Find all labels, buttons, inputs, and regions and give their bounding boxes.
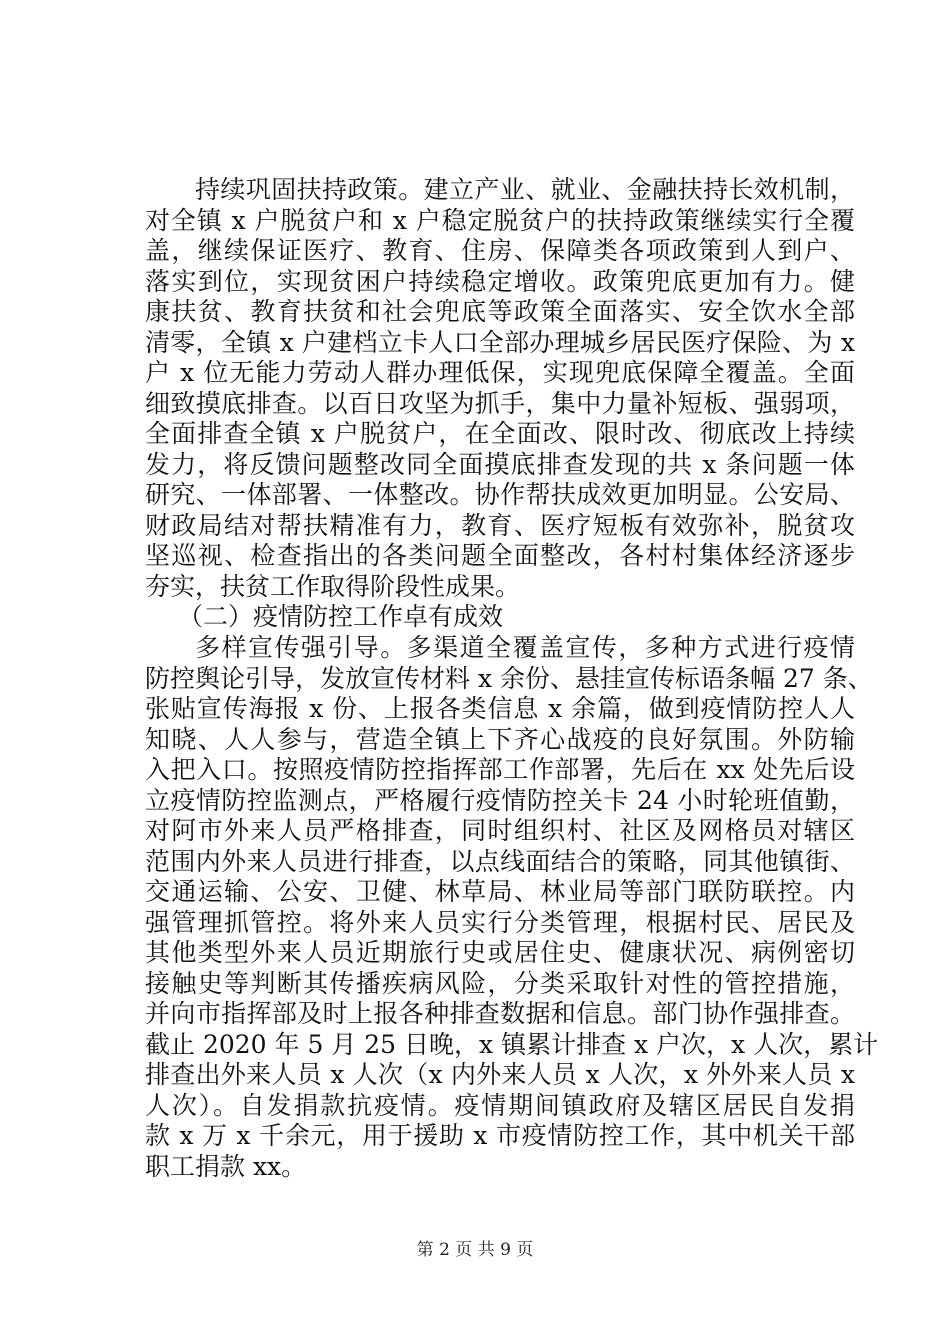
text-line: 张贴宣传海报 x 份、上报各类信息 x 余篇，做到疫情防控人人 (145, 694, 855, 723)
text-line: 细致摸底排查。以百日攻坚为抓手，集中力量补短板、强弱项， (145, 389, 855, 418)
text-line: 强管理抓管控。将外来人员实行分类管理，根据村民、居民及 (145, 908, 855, 937)
text-line: 排查出外来人员 x 人次（x 内外来人员 x 人次，x 外外来人员 x (145, 1060, 855, 1089)
text-line: 康扶贫、教育扶贫和社会兜底等政策全面落实、安全饮水全部 (145, 297, 855, 326)
text-line: 入把入口。按照疫情防控指挥部工作部署，先后在 xx 处先后设 (145, 755, 855, 784)
text-line: 对全镇 x 户脱贫户和 x 户稳定脱贫户的扶持政策继续实行全覆 (145, 206, 855, 235)
text-line: 知晓、人人参与，营造全镇上下齐心战疫的良好氛围。外防输 (145, 725, 855, 754)
text-line: 人次）。自发捐款抗疫情。疫情期间镇政府及辖区居民自发捐 (145, 1091, 855, 1120)
text-line: 防控舆论引导，发放宣传材料 x 余份、悬挂宣传标语条幅 27 条、 (145, 664, 873, 693)
text-line: 落实到位，实现贫困户持续稳定增收。政策兜底更加有力。健 (145, 267, 855, 296)
text-line: 交通运输、公安、卫健、林草局、林业局等部门联防联控。内 (145, 877, 855, 906)
text-line: 范围内外来人员进行排查，以点线面结合的策略，同其他镇街、 (145, 847, 855, 876)
text-line: 款 x 万 x 千余元，用于援助 x 市疫情防控工作，其中机关干部 (145, 1121, 855, 1150)
text-line: 全面排查全镇 x 户脱贫户，在全面改、限时改、彻底改上持续 (145, 419, 855, 448)
text-line: 盖，继续保证医疗、教育、住房、保障类各项政策到人到户、 (145, 236, 855, 265)
page-number-footer: 第 2 页 共 9 页 (416, 1240, 534, 1260)
text-line: 其他类型外来人员近期旅行史或居住史、健康状况、病例密切 (145, 938, 855, 967)
text-line: 清零，全镇 x 户建档立卡人口全部办理城乡居民医疗保险、为 x (145, 328, 855, 357)
text-line: 立疫情防控监测点，严格履行疫情防控关卡 24 小时轮班值勤， (145, 786, 855, 815)
text-line: 发力，将反馈问题整改同全面摸底排查发现的共 x 条问题一体 (145, 450, 855, 479)
text-line: 夯实，扶贫工作取得阶段性成果。 (145, 572, 521, 601)
text-line: 持续巩固扶持政策。建立产业、就业、金融扶持长效机制， (195, 175, 855, 204)
text-line: 财政局结对帮扶精准有力，教育、医疗短板有效弥补，脱贫攻 (145, 511, 855, 540)
text-line: 截止 2020 年 5 月 25 日晚，x 镇累计排查 x 户次，x 人次，累计 (145, 1030, 879, 1059)
section-heading: （二）疫情防控工作卓有成效 (178, 602, 504, 631)
text-line: 多样宣传强引导。多渠道全覆盖宣传，多种方式进行疫情 (195, 633, 855, 662)
text-line: 研究、一体部署、一体整改。协作帮扶成效更加明显。公安局、 (145, 480, 855, 509)
text-line: 坚巡视、检查指出的各类问题全面整改，各村村集体经济逐步 (145, 541, 855, 570)
text-line: 户 x 位无能力劳动人群办理低保，实现兜底保障全覆盖。全面 (145, 358, 855, 387)
text-line: 对阿市外来人员严格排查，同时组织村、社区及网格员对辖区 (145, 816, 855, 845)
text-line: 职工捐款 xx。 (145, 1152, 307, 1181)
text-line: 接触史等判断其传播疾病风险，分类采取针对性的管控措施， (145, 969, 855, 998)
text-line: 并向市指挥部及时上报各种排查数据和信息。部门协作强排查。 (145, 999, 855, 1028)
